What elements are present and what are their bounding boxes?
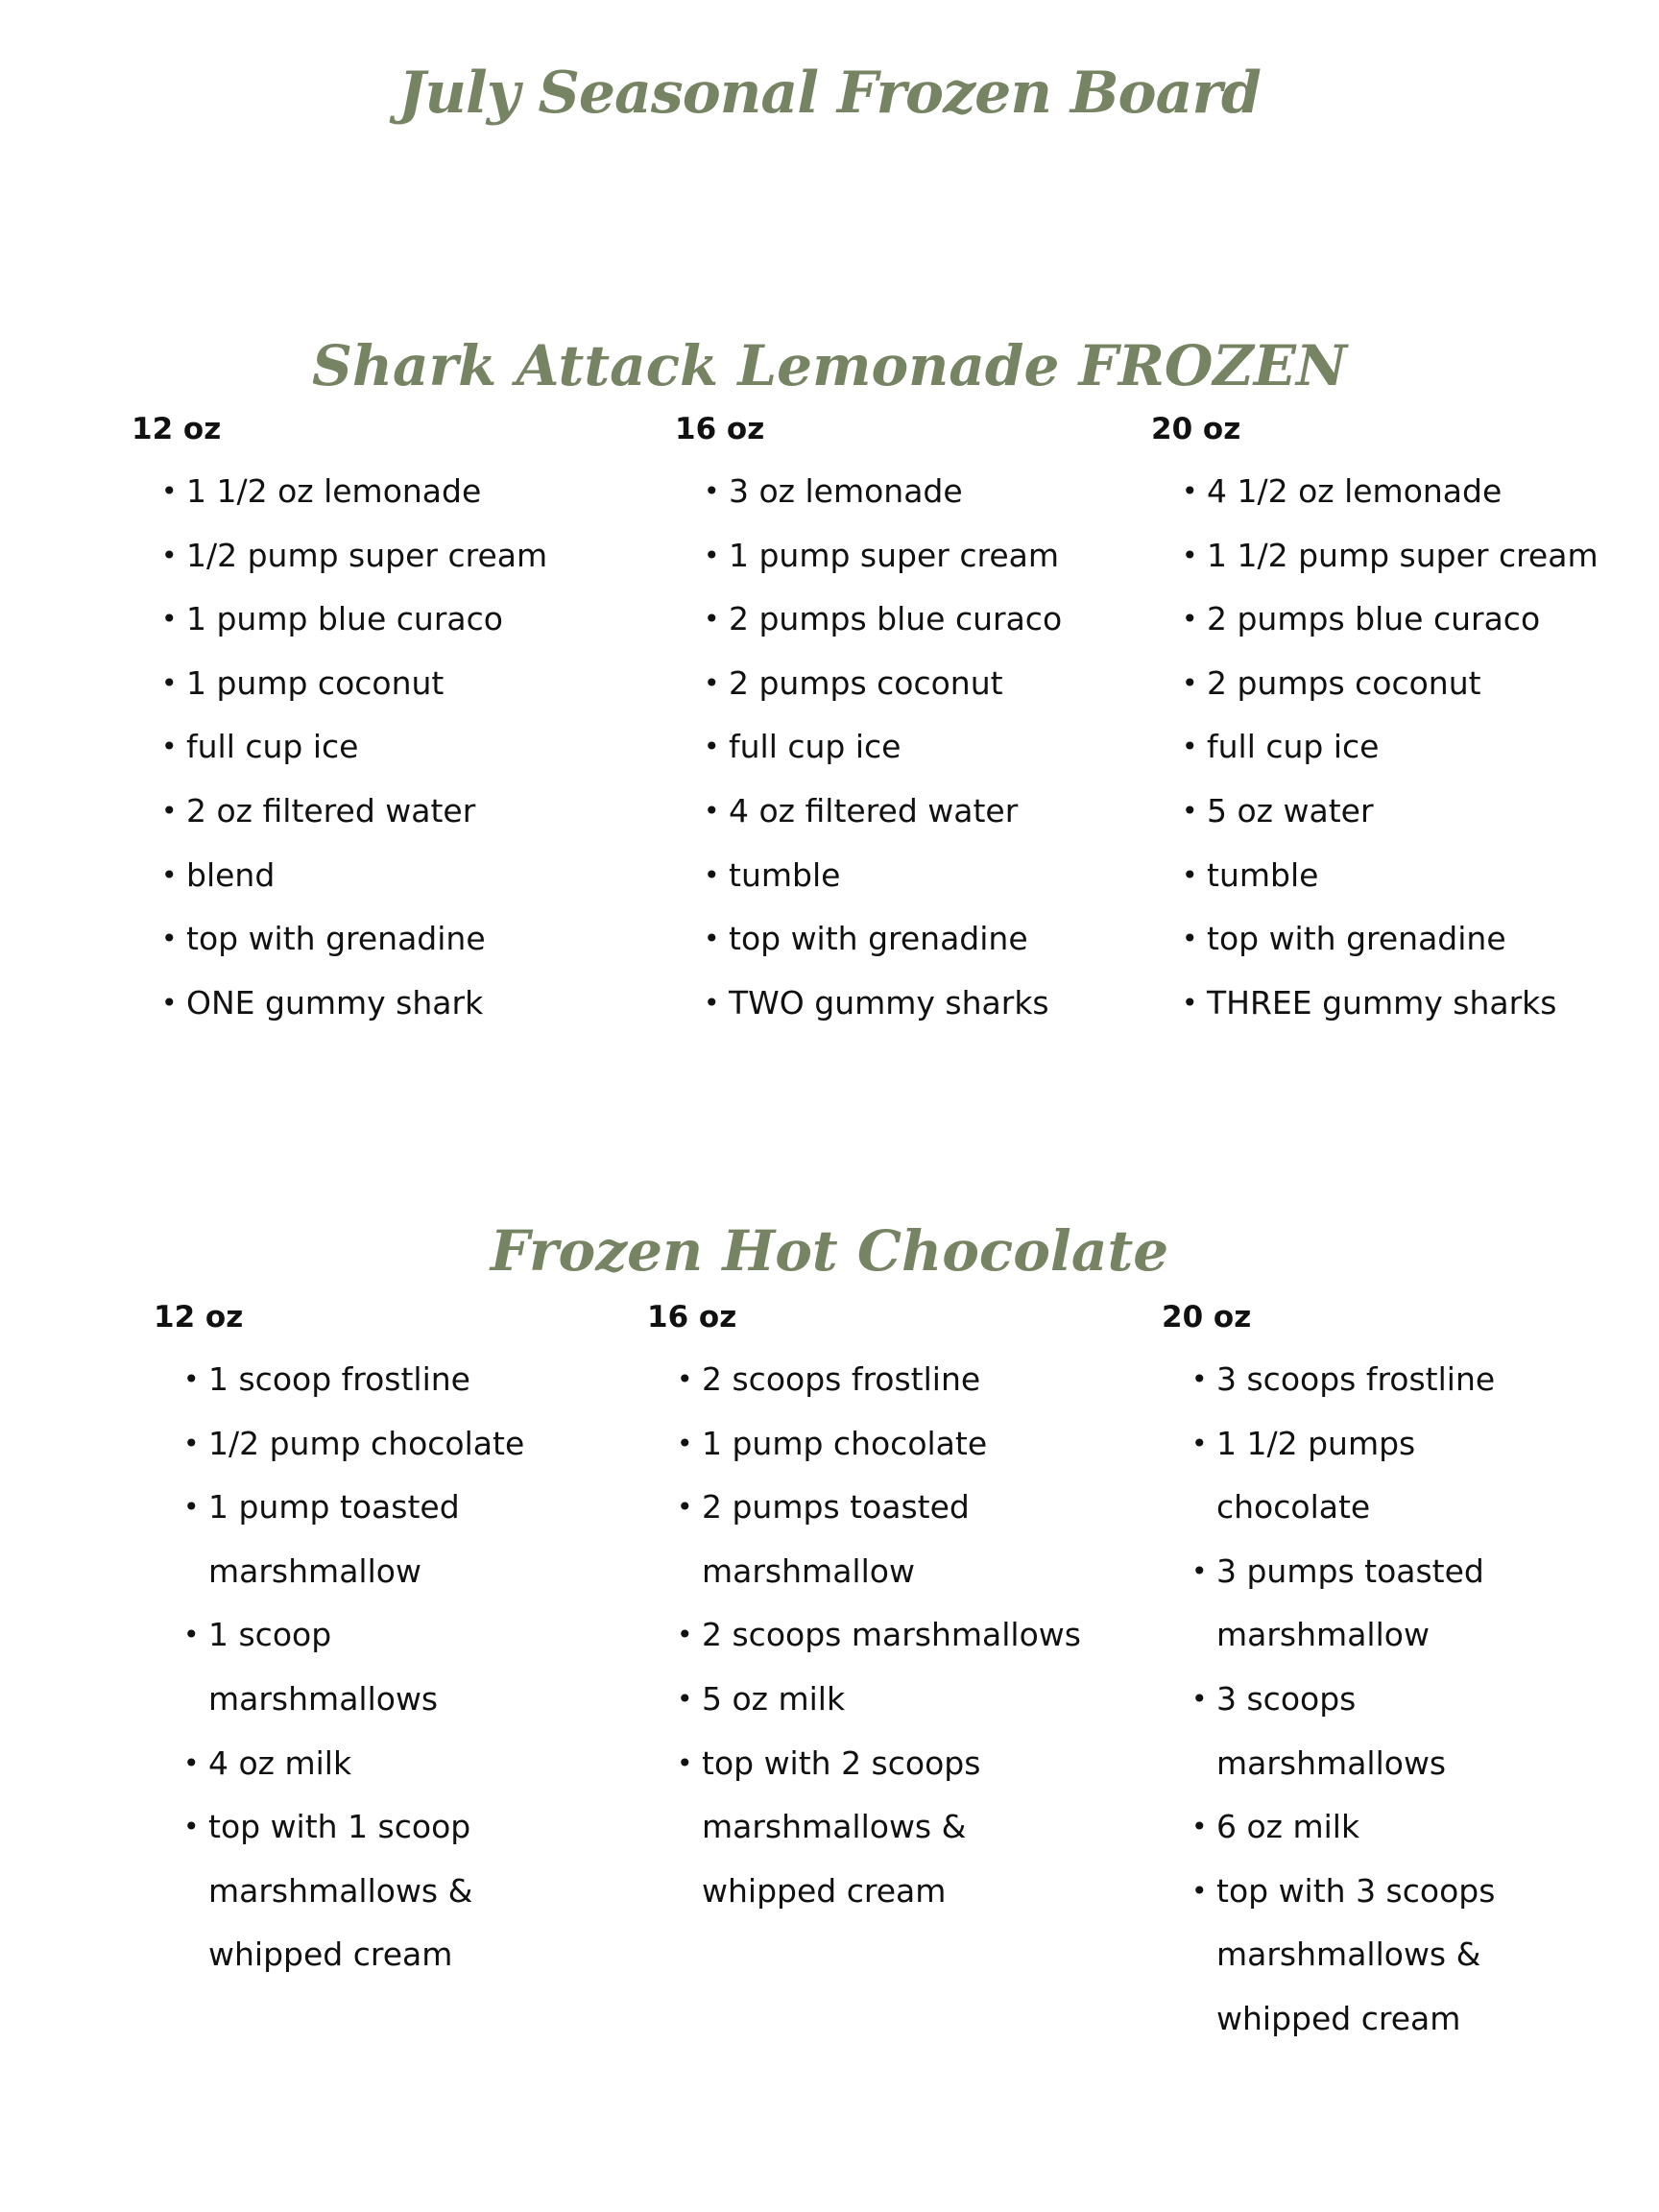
ingredient-text: 3 scoops <box>1216 1679 1357 1718</box>
ingredient-text: marshmallow <box>1216 1616 1430 1654</box>
bullet-icon: • <box>1191 1554 1208 1587</box>
ingredient-list <box>183 1348 525 1987</box>
ingredient-text: 1 pump coconut <box>186 663 445 702</box>
bullet-icon: • <box>704 731 720 763</box>
ingredient-text: top with 3 scoops <box>1216 1871 1496 1910</box>
ingredient-item <box>704 715 1062 780</box>
ingredient-text: tumble <box>1207 855 1319 894</box>
ingredient-text: marshmallows <box>208 1679 439 1718</box>
ingredient-text: marshmallows & <box>702 1808 967 1846</box>
bullet-icon: • <box>1191 1811 1208 1843</box>
bullet-icon: • <box>1182 666 1198 699</box>
bullet-icon: • <box>1182 603 1198 636</box>
ingredient-item <box>1191 1540 1495 1668</box>
ingredient-text: 1 1/2 pump super cream <box>1207 536 1599 574</box>
ingredient-item <box>1182 652 1599 716</box>
ingredient-item <box>1182 524 1599 589</box>
section-title-frozen-hot-chocolate: Frozen Hot Chocolate <box>490 1218 1169 1284</box>
ingredient-item <box>704 460 1062 524</box>
ingredient-item <box>1191 1348 1496 1412</box>
ingredient-text: 1 pump toasted <box>208 1488 460 1527</box>
ingredient-item <box>161 652 547 716</box>
ingredient-item <box>183 1412 525 1477</box>
ingredient-item <box>1191 1795 1495 1860</box>
ingredient-item <box>704 652 1062 716</box>
ingredient-text: 1 1/2 oz lemonade <box>186 472 482 510</box>
bullet-icon: • <box>161 858 178 891</box>
bullet-icon: • <box>677 1682 693 1715</box>
ingredient-text: full cup ice <box>1207 728 1380 766</box>
ingredient-list <box>1191 1348 1496 2052</box>
ingredient-text: full cup ice <box>186 728 359 766</box>
ingredient-text: 1 1/2 pumps <box>1216 1424 1416 1462</box>
ingredient-list <box>677 1348 1081 1923</box>
ingredient-item <box>161 907 547 972</box>
recipe-column-shark-12oz <box>132 410 547 1035</box>
ingredient-item <box>1191 1412 1495 1540</box>
ingredient-item <box>704 524 1062 589</box>
bullet-icon: • <box>677 1363 693 1395</box>
ingredient-item <box>1182 844 1599 908</box>
ingredient-item <box>161 460 547 524</box>
bullet-icon: • <box>183 1746 200 1779</box>
ingredient-item <box>161 844 547 908</box>
ingredient-text: 1 pump super cream <box>729 536 1060 574</box>
bullet-icon: • <box>1182 794 1198 827</box>
ingredient-text: marshmallows & <box>208 1871 473 1910</box>
bullet-icon: • <box>704 603 720 636</box>
bullet-icon: • <box>677 1746 693 1779</box>
ingredient-item <box>183 1476 524 1603</box>
ingredient-text: 2 pumps blue curaco <box>1207 600 1541 638</box>
bullet-icon: • <box>677 1427 693 1459</box>
size-heading: 20 oz <box>1162 1300 1252 1334</box>
bullet-icon: • <box>704 666 720 699</box>
ingredient-item <box>183 1603 524 1731</box>
ingredient-text: whipped cream <box>702 1871 947 1910</box>
bullet-icon: • <box>161 923 178 955</box>
ingredient-item <box>1191 1668 1495 1795</box>
ingredient-item <box>704 780 1062 844</box>
ingredient-item <box>677 1348 1081 1412</box>
bullet-icon: • <box>704 858 720 891</box>
ingredient-text: whipped cream <box>1216 1999 1461 2037</box>
ingredient-text: top with grenadine <box>1207 920 1506 958</box>
bullet-icon: • <box>183 1619 200 1651</box>
ingredient-item <box>161 780 547 844</box>
ingredient-text: chocolate <box>1216 1488 1371 1527</box>
ingredient-text: ONE gummy shark <box>186 983 484 1022</box>
ingredient-item <box>677 1476 1081 1603</box>
ingredient-item <box>677 1412 1081 1477</box>
ingredient-text: 3 scoops frostline <box>1216 1360 1496 1398</box>
ingredient-text: whipped cream <box>208 1936 453 1974</box>
ingredient-text: 1 pump blue curaco <box>186 600 503 638</box>
bullet-icon: • <box>183 1491 200 1524</box>
bullet-icon: • <box>1182 986 1198 1019</box>
ingredient-text: 2 pumps blue curaco <box>729 600 1063 638</box>
ingredient-text: 2 scoops frostline <box>702 1360 981 1398</box>
ingredient-text: 4 oz milk <box>208 1743 352 1782</box>
bullet-icon: • <box>1182 731 1198 763</box>
ingredient-item <box>1182 972 1599 1036</box>
bullet-icon: • <box>704 986 720 1019</box>
bullet-icon: • <box>1191 1682 1208 1715</box>
bullet-icon: • <box>183 1427 200 1459</box>
ingredient-item <box>1182 588 1599 652</box>
bullet-icon: • <box>1191 1363 1208 1395</box>
ingredient-text: 2 scoops marshmallows <box>702 1616 1081 1654</box>
bullet-icon: • <box>183 1363 200 1395</box>
ingredient-text: marshmallow <box>702 1551 915 1590</box>
ingredient-text: 3 pumps toasted <box>1216 1551 1484 1590</box>
bullet-icon: • <box>161 794 178 827</box>
ingredient-text: full cup ice <box>729 728 902 766</box>
ingredient-item <box>161 972 547 1036</box>
ingredient-text: 2 pumps toasted <box>702 1488 970 1527</box>
ingredient-text: THREE gummy sharks <box>1207 983 1557 1022</box>
ingredient-text: 1 scoop <box>208 1616 332 1654</box>
bullet-icon: • <box>161 475 178 507</box>
ingredient-text: 1/2 pump super cream <box>186 536 548 574</box>
bullet-icon: • <box>161 986 178 1019</box>
bullet-icon: • <box>161 731 178 763</box>
bullet-icon: • <box>704 475 720 507</box>
ingredient-text: 1 scoop frostline <box>208 1360 470 1398</box>
recipe-column-chocolate-16oz <box>647 1298 1081 1923</box>
ingredient-item <box>704 907 1062 972</box>
bullet-icon: • <box>704 539 720 571</box>
ingredient-text: top with grenadine <box>729 920 1028 958</box>
size-heading: 16 oz <box>647 1300 737 1334</box>
section-title-shark-attack-lemonade: Shark Attack Lemonade FROZEN <box>311 333 1347 398</box>
bullet-icon: • <box>1191 1874 1208 1907</box>
ingredient-item <box>677 1603 1081 1668</box>
ingredient-text: 2 pumps coconut <box>1207 663 1481 702</box>
bullet-icon: • <box>1191 1427 1208 1459</box>
ingredient-text: top with 1 scoop <box>208 1808 471 1846</box>
ingredient-item <box>161 715 547 780</box>
ingredient-item <box>1182 460 1599 524</box>
bullet-icon: • <box>161 539 178 571</box>
ingredient-text: top with grenadine <box>186 920 486 958</box>
recipe-column-chocolate-20oz <box>1162 1298 1495 2052</box>
ingredient-item <box>1182 715 1599 780</box>
ingredient-text: 5 oz water <box>1207 791 1374 830</box>
ingredient-item <box>704 844 1062 908</box>
bullet-icon: • <box>677 1619 693 1651</box>
ingredient-text: 6 oz milk <box>1216 1808 1360 1846</box>
ingredient-item <box>183 1732 524 1796</box>
bullet-icon: • <box>1182 923 1198 955</box>
bullet-icon: • <box>704 923 720 955</box>
size-heading: 20 oz <box>1151 412 1241 446</box>
bullet-icon: • <box>183 1811 200 1843</box>
ingredient-text: 4 1/2 oz lemonade <box>1207 472 1503 510</box>
bullet-icon: • <box>1182 539 1198 571</box>
bullet-icon: • <box>1182 858 1198 891</box>
ingredient-item <box>677 1668 1081 1732</box>
ingredient-text: marshmallows <box>1216 1743 1447 1782</box>
ingredient-list <box>161 460 548 1035</box>
ingredient-item <box>1182 780 1599 844</box>
bullet-icon: • <box>677 1491 693 1524</box>
ingredient-item <box>183 1795 524 1987</box>
bullet-icon: • <box>704 794 720 827</box>
recipe-column-shark-16oz <box>675 410 1062 1035</box>
ingredient-text: marshmallows & <box>1216 1936 1481 1974</box>
ingredient-item <box>1191 1860 1496 2052</box>
ingredient-text: 1 pump chocolate <box>702 1424 988 1462</box>
size-heading: 12 oz <box>154 1300 244 1334</box>
ingredient-item <box>1182 907 1599 972</box>
ingredient-item <box>704 972 1062 1036</box>
ingredient-text: TWO gummy sharks <box>729 983 1049 1022</box>
bullet-icon: • <box>1182 475 1198 507</box>
ingredient-text: tumble <box>729 855 841 894</box>
ingredient-text: blend <box>186 855 276 894</box>
ingredient-text: 2 pumps coconut <box>729 663 1003 702</box>
bullet-icon: • <box>161 603 178 636</box>
ingredient-text: marshmallow <box>208 1551 421 1590</box>
size-heading: 12 oz <box>132 412 222 446</box>
ingredient-text: 4 oz filtered water <box>729 791 1019 830</box>
ingredient-item <box>704 588 1063 652</box>
ingredient-text: 5 oz milk <box>702 1679 846 1718</box>
ingredient-text: 3 oz lemonade <box>729 472 963 510</box>
ingredient-list <box>704 460 1063 1035</box>
ingredient-text: top with 2 scoops <box>702 1743 981 1782</box>
ingredient-text: 1/2 pump chocolate <box>208 1424 525 1462</box>
bullet-icon: • <box>161 666 178 699</box>
ingredient-item <box>677 1732 1081 1924</box>
ingredient-item <box>161 588 547 652</box>
ingredient-text: 2 oz filtered water <box>186 791 476 830</box>
recipe-column-shark-20oz <box>1151 410 1599 1035</box>
page-title: July Seasonal Frozen Board <box>397 60 1262 127</box>
ingredient-item <box>161 524 548 589</box>
ingredient-list <box>1182 460 1599 1035</box>
ingredient-item <box>183 1348 524 1412</box>
recipe-column-chocolate-12oz <box>154 1298 524 1987</box>
size-heading: 16 oz <box>675 412 765 446</box>
